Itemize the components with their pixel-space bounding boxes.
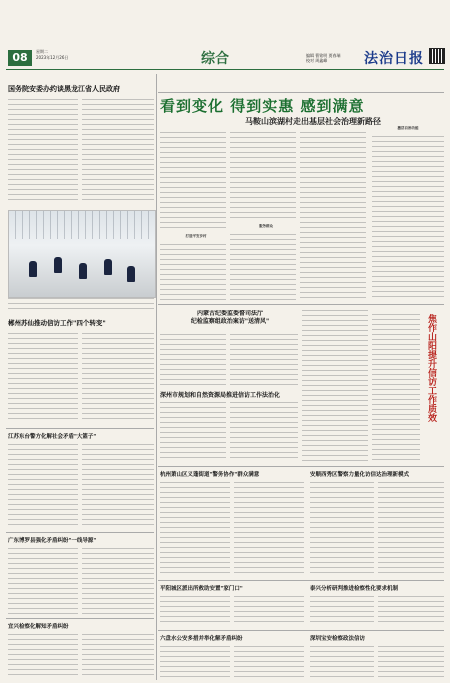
feature-subheadline: 马鞍山滨湖村走出基层社会治理新路径	[245, 117, 381, 126]
feature-col2	[230, 132, 296, 222]
row4-h2-box	[160, 584, 306, 594]
center-rule	[158, 466, 444, 467]
row5-col5	[310, 646, 374, 678]
row4-headline-3: 泰兴分析研判推进检察性化要求机制	[310, 586, 399, 592]
news-photo	[8, 210, 156, 298]
center-mid2-col1	[160, 402, 226, 462]
row4-h1-box	[8, 536, 154, 546]
row4-col2	[82, 548, 154, 614]
top-left-col1	[8, 99, 78, 204]
row5-col6	[378, 646, 444, 678]
row3-headline-2: 杭州萧山区义蓬街道"警务协作"群众满意	[160, 472, 260, 478]
row5-col3	[160, 646, 230, 678]
left-mid-headline-box	[8, 318, 154, 330]
feature-col1b	[160, 244, 226, 300]
feature-col1	[160, 132, 226, 232]
photo-figure	[54, 257, 62, 273]
newspaper-logo: 法治日报	[364, 51, 424, 67]
editor-line: 编辑 曹铭明 贾春瑞	[306, 53, 341, 58]
section-title: 综合	[201, 51, 229, 67]
center-rule-3	[158, 630, 444, 631]
page-number: 08	[8, 50, 32, 66]
row5-h2-box	[160, 634, 306, 644]
row3-col3	[160, 482, 230, 576]
row5-col4	[234, 646, 304, 678]
row4-h3-box	[310, 584, 444, 594]
section-rule	[158, 304, 444, 305]
photo-figure	[127, 266, 135, 282]
row3-h1-box	[8, 432, 154, 442]
photo-figure	[29, 261, 37, 277]
vertical-headline: 焦作山阳提升信访工作质效	[426, 314, 436, 422]
left-mid-headline: 郴州苏仙推动信访工作"四个转变"	[8, 319, 106, 327]
issue-line: 星期二	[36, 49, 48, 54]
left-rule-3	[6, 618, 154, 619]
row5-col2	[82, 634, 154, 678]
date-line: 2023年12月26日	[36, 55, 69, 60]
row4-headline-1: 广东博罗县强化矛盾纠纷"一线导源"	[8, 538, 97, 544]
row5-h3-box	[310, 634, 444, 644]
row4-col6	[378, 596, 444, 626]
row3-col1	[8, 444, 78, 528]
top-left-headline-box	[8, 84, 154, 96]
row4-col3	[160, 596, 230, 626]
photo-caption-lines	[8, 298, 154, 310]
center-mid2-col3	[302, 390, 368, 462]
photo-figure	[104, 259, 112, 275]
center-mid-col3	[302, 310, 368, 386]
feature-headline: 看到变化 得到实惠 感到满意	[160, 97, 365, 115]
feature-rule	[158, 92, 444, 93]
feature-col4	[372, 136, 444, 300]
top-left-col2	[82, 99, 154, 204]
row3-col2	[82, 444, 154, 528]
editor-credits	[306, 53, 341, 63]
qr-code-icon	[429, 48, 445, 64]
masthead-rule	[6, 69, 444, 70]
row5-headline-3: 深圳宝安检察政法信访	[310, 636, 366, 642]
row3-col5	[310, 482, 374, 576]
center-mid2-headline: 深州市规划和自然资源局推进信访工作法治化	[160, 392, 281, 399]
row5-h1-box	[8, 622, 154, 632]
row4-col1	[8, 548, 78, 614]
row3-headline-3: 安顺西秀区警察力量化访信达治理新模式	[310, 472, 410, 478]
center-mid-col2	[230, 334, 298, 386]
top-left-headline: 国务院安委办约谈黑龙江省人民政府	[8, 85, 120, 93]
left-rule-2	[6, 532, 154, 533]
row4-col4	[234, 596, 304, 626]
row3-h3-box	[310, 470, 444, 480]
row3-h2-box	[160, 470, 306, 480]
feature-col3	[300, 132, 366, 300]
center-mid-headline: 内蒙古纪委监委督司法厅 纪检监察组政治案访"送清风"	[190, 310, 270, 325]
row5-headline-1: 宜兴检察化解知矛盾纠纷	[8, 624, 69, 630]
row4-headline-2: 平阳城区派出所救助安置"家门口"	[160, 586, 243, 592]
row3-headline-1: 江苏东台警方化解社会矛盾"大篮子"	[8, 434, 97, 440]
feature-subhead-1: 打造平安乡村	[185, 234, 207, 238]
column-divider	[156, 74, 157, 680]
photo-figure	[79, 263, 87, 279]
proofreader-line: 校对 周鑫峰	[306, 58, 328, 63]
center-mid-col1	[160, 334, 226, 386]
row3-col6	[378, 482, 444, 576]
feature-subhead-2: 服务群众	[259, 224, 273, 228]
left-mid-col1	[8, 333, 78, 423]
masthead	[6, 48, 444, 70]
photo-fence	[9, 211, 155, 239]
feature-box-title: 激活自治功能	[397, 126, 419, 130]
left-rule	[6, 428, 154, 429]
center-mid2-col2	[230, 402, 298, 462]
row5-col1	[8, 634, 78, 678]
row4-col5	[310, 596, 374, 626]
center-mid-headline-box	[162, 310, 298, 332]
row5-headline-2: 六盘水公安多措并举化解矛盾纠纷	[160, 636, 243, 642]
left-mid-col2	[82, 333, 154, 423]
center-rule-2	[158, 580, 444, 581]
issue-meta	[36, 49, 68, 61]
vertical-article-col	[372, 314, 420, 462]
row3-col4	[234, 482, 304, 576]
feature-col2b	[230, 234, 296, 300]
